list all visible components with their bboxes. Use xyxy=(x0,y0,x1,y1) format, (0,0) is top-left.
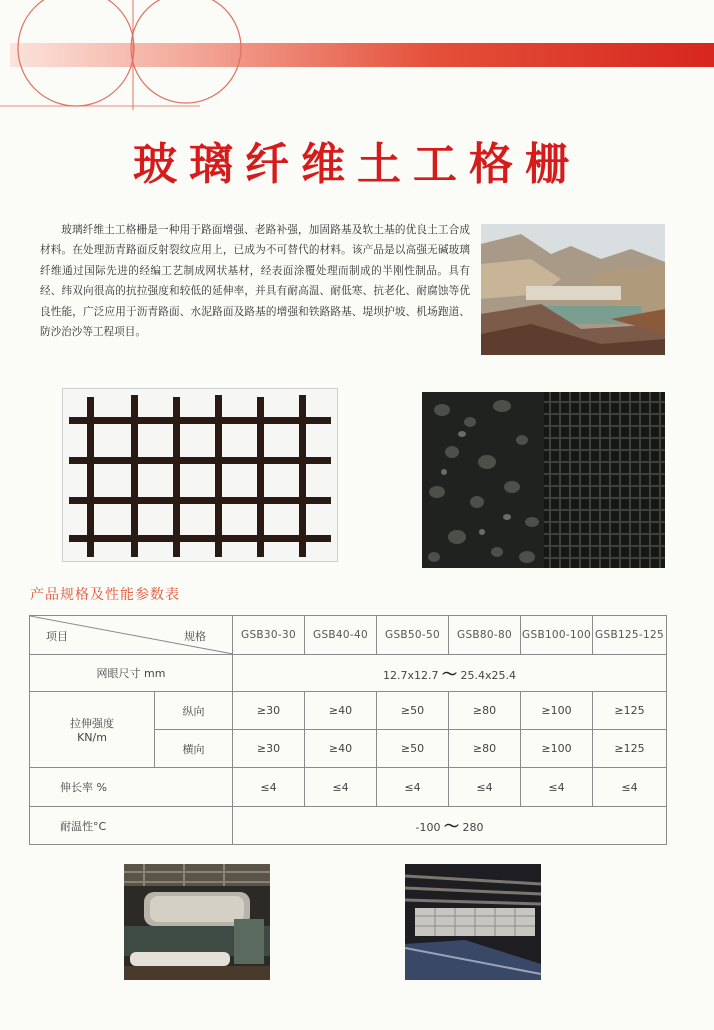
elongation-value: ≤4 xyxy=(593,768,667,807)
elongation-value: ≤4 xyxy=(521,768,593,807)
mesh-to: 25.4x25.4 xyxy=(460,668,516,682)
factory-line-photo xyxy=(405,864,541,980)
weft-label: 横向 xyxy=(155,730,233,768)
spec-table xyxy=(29,615,667,845)
elongation-value: ≤4 xyxy=(233,768,305,807)
warp-value: ≥100 xyxy=(521,692,593,730)
header-item-label: 项目 xyxy=(46,630,68,643)
weft-value: ≥40 xyxy=(305,730,377,768)
temp-to: 280 xyxy=(462,821,484,834)
mesh-size-label: 网眼尺寸 mm xyxy=(30,655,233,692)
mesh-from: 12.7x12.7 xyxy=(382,668,439,682)
weft-value: ≥100 xyxy=(521,730,593,768)
warp-value: ≥40 xyxy=(305,692,377,730)
elongation-value: ≤4 xyxy=(377,768,449,807)
header-diagonal-cell xyxy=(30,616,233,655)
temperature-row xyxy=(30,807,667,845)
weft-value: ≥30 xyxy=(233,730,305,768)
model-header: GSB100-100 xyxy=(521,616,593,655)
table-header-row xyxy=(30,616,667,655)
strength-label-line2: KN/m xyxy=(77,731,107,744)
temp-from: -100 xyxy=(415,821,441,834)
model-header: GSB40-40 xyxy=(305,616,377,655)
dam-photo xyxy=(481,224,665,355)
model-header: GSB50-50 xyxy=(377,616,449,655)
model-header: GSB30-30 xyxy=(233,616,305,655)
intro-paragraph: 玻璃纤维土工格栅是一种用于路面增强、老路补强，加固路基及软土基的优良土工合成材料。在处理沥青路面反射裂纹应用上，已成为不可替代的材料。该产品是以高强无碱玻璃纤维通过国际先进的经编工艺制成网状基材，经表面涂覆处理而制成的半刚性制品。具有经、纬双向很高的抗拉强度和较低的延伸率，并具有耐高温、耐低寒、抗老化、耐腐蚀等优良性能，广泛应用于沥青路面、水泥路面及路基的增强和铁路路基、堤坝护坡、机场跑道、防沙治沙等工程项目。 xyxy=(40,224,470,339)
model-header: GSB125-125 xyxy=(593,616,667,655)
strength-warp-row xyxy=(30,692,667,730)
weft-value: ≥50 xyxy=(377,730,449,768)
strength-label xyxy=(30,692,155,768)
warp-label: 纵向 xyxy=(155,692,233,730)
mesh-size-value xyxy=(233,655,667,692)
temperature-label: 耐温性°C xyxy=(30,807,233,845)
warp-value: ≥125 xyxy=(593,692,667,730)
gravel-grid-photo xyxy=(422,392,665,568)
geogrid-sample-photo xyxy=(62,388,338,562)
factory-machine-photo xyxy=(124,864,270,980)
header-spec-label: 规格 xyxy=(184,630,206,643)
mesh-size-row xyxy=(30,655,667,692)
weft-value: ≥125 xyxy=(593,730,667,768)
page-title: 玻璃纤维土工格栅 xyxy=(133,139,581,190)
temperature-value xyxy=(233,807,667,845)
elongation-value: ≤4 xyxy=(449,768,521,807)
spec-section-title: 产品规格及性能参数表 xyxy=(30,587,180,603)
header-decoration xyxy=(0,0,714,120)
elongation-value: ≤4 xyxy=(305,768,377,807)
strength-label-line1: 拉伸强度 xyxy=(70,717,114,730)
warp-value: ≥50 xyxy=(377,692,449,730)
range-tilde: ～ xyxy=(441,664,457,683)
warp-value: ≥30 xyxy=(233,692,305,730)
model-header: GSB80-80 xyxy=(449,616,521,655)
elongation-label: 伸长率 % xyxy=(30,768,233,807)
elongation-row xyxy=(30,768,667,807)
range-tilde: ～ xyxy=(443,817,459,835)
warp-value: ≥80 xyxy=(449,692,521,730)
weft-value: ≥80 xyxy=(449,730,521,768)
